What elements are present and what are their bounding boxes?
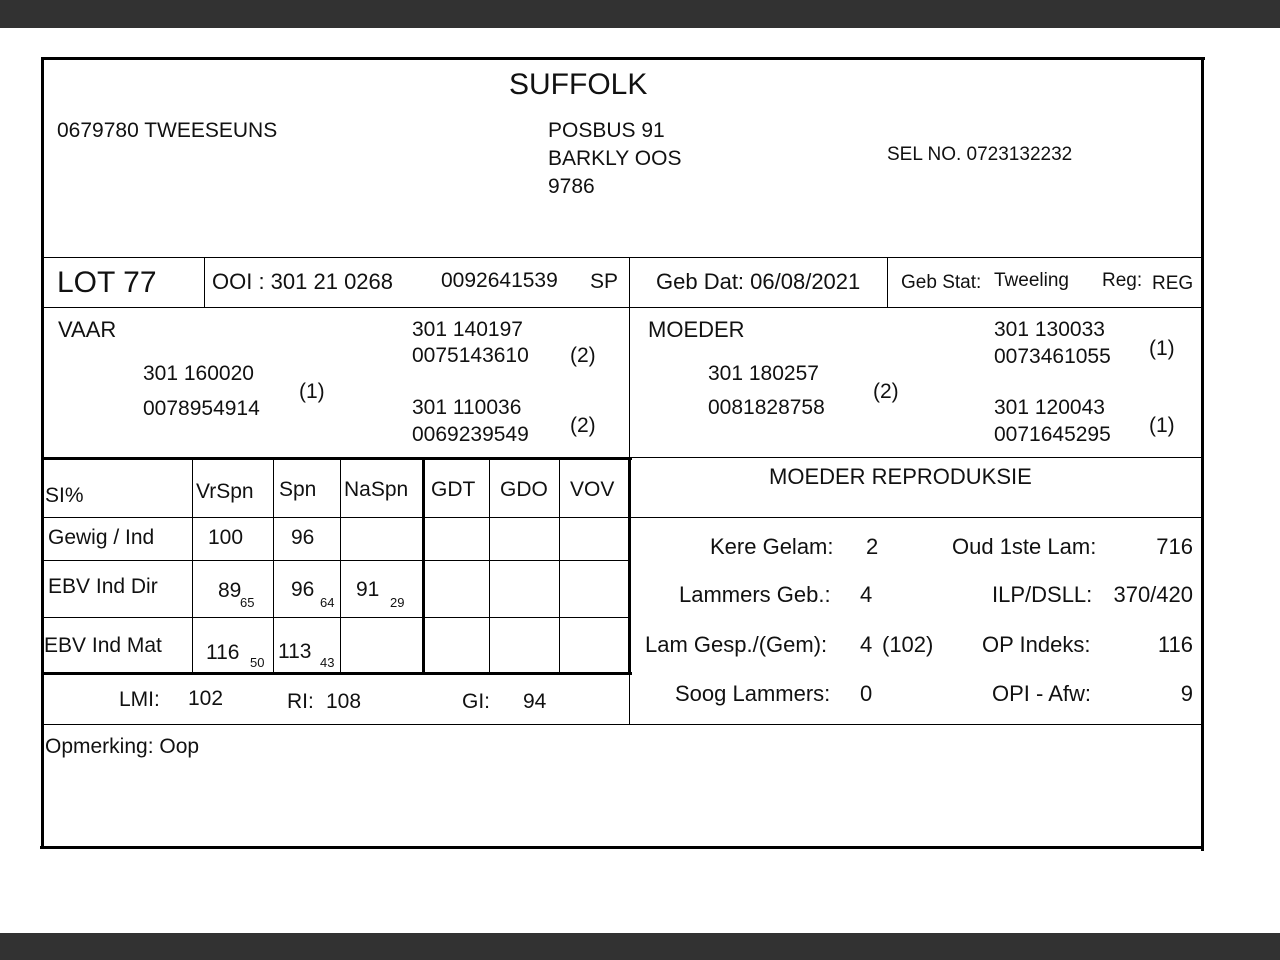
ri-value: 108 [326, 690, 362, 713]
sire-sire-code: 0075143610 [412, 344, 529, 367]
gi-value: 94 [523, 690, 547, 713]
soog-lammers-value: 0 [860, 681, 873, 706]
rule-repro-title [629, 517, 1202, 518]
ebv-mat-spn-acc: 43 [320, 655, 335, 670]
card-border-top [41, 57, 1205, 60]
gi-label: GI: [462, 690, 491, 713]
ebv-dir-vrspn-acc: 65 [240, 595, 255, 610]
ebv-dir-naspn: 91 [356, 578, 380, 601]
card-border-left [41, 57, 44, 849]
op-indeks-label: OP Indeks: [982, 632, 1091, 657]
ooi-code: 0092641539 [441, 269, 558, 292]
sire-sire-mark: (2) [570, 344, 596, 367]
ebv-dir-naspn-acc: 29 [390, 595, 405, 610]
col-header-naspn: NaSpn [344, 478, 409, 501]
sire-dam-code: 0069239549 [412, 423, 529, 446]
soog-lammers-label: Soog Lammers: [675, 681, 831, 706]
breeder-name: 0679780 TWEESEUNS [57, 119, 278, 142]
dam-dam-mark: (1) [1149, 414, 1175, 437]
sel-no: SEL NO. 0723132232 [887, 144, 1073, 165]
sire-mark: (1) [299, 380, 325, 403]
col-header-spn: Spn [279, 478, 317, 501]
sire-code: 0078954914 [143, 397, 260, 420]
op-indeks-value: 116 [1157, 632, 1193, 657]
ebv-dir-spn-acc: 64 [320, 595, 335, 610]
address-line-1: POSBUS 91 [548, 119, 665, 142]
dam-mark: (2) [873, 380, 899, 403]
card-border-right [1201, 57, 1204, 851]
ebv-dir-vrspn: 89 [218, 579, 242, 602]
rule-table-header [43, 517, 630, 518]
rule-lot-divider [204, 257, 205, 307]
rule-remarks [43, 724, 1202, 725]
sire-sire-id: 301 140197 [412, 318, 523, 341]
bottom-dark-bar [0, 933, 1280, 960]
oud-1ste-lam-label: Oud 1ste Lam: [952, 534, 1097, 559]
dam-sire-id: 301 130033 [994, 318, 1105, 341]
opi-afw-value: 9 [1180, 681, 1193, 706]
repro-title: MOEDER REPRODUKSIE [769, 464, 1032, 489]
rule-col-vov [628, 457, 631, 675]
address-line-2: BARKLY OOS [548, 147, 682, 170]
breed-title: SUFFOLK [509, 68, 648, 101]
ebv-mat-vrspn-acc: 50 [250, 655, 265, 670]
ooi-id: OOI : 301 21 0268 [212, 269, 394, 294]
lammers-geb-value: 4 [860, 582, 873, 607]
reg-value: REG [1152, 273, 1194, 294]
gewig-spn: 96 [291, 526, 315, 549]
address-line-3: 9786 [548, 175, 595, 198]
card-border-bottom [40, 846, 1202, 849]
oud-1ste-lam-value: 716 [1156, 534, 1193, 559]
rule-col-si [192, 459, 193, 675]
dam-label: MOEDER [648, 317, 745, 342]
rule-lot [43, 307, 1202, 308]
lam-gesp-label: Lam Gesp./(Gem): [645, 632, 828, 657]
rule-col-vrspn [273, 459, 274, 675]
remarks: Opmerking: Oop [45, 735, 200, 758]
col-header-gdo: GDO [500, 478, 548, 501]
sire-id: 301 160020 [143, 362, 254, 385]
col-header-si: SI% [45, 484, 84, 507]
rule-table-row2 [43, 617, 630, 618]
rule-pedigree-right [629, 457, 1202, 458]
sire-dam-mark: (2) [570, 414, 596, 437]
col-header-vrspn: VrSpn [196, 480, 254, 503]
reg-label: Reg: [1102, 270, 1143, 291]
rule-col-spn [340, 459, 341, 675]
dam-sire-code: 0073461055 [994, 345, 1111, 368]
row-label-ebv-mat: EBV Ind Mat [44, 634, 162, 657]
opi-afw-label: OPI - Afw: [992, 681, 1092, 706]
ooi-sp: SP [590, 270, 619, 293]
rule-table-top [43, 457, 632, 460]
ebv-dir-spn: 96 [291, 578, 315, 601]
rule-col-gdt [489, 459, 490, 675]
col-header-gdt: GDT [431, 478, 476, 501]
rule-col-naspn [422, 459, 425, 675]
birth-status-label: Geb Stat: [901, 272, 982, 293]
lammers-geb-label: Lammers Geb.: [679, 582, 831, 607]
rule-header [43, 257, 1202, 258]
kere-gelam-value: 2 [866, 534, 879, 559]
ebv-mat-vrspn: 116 [206, 641, 240, 664]
birth-status-value: Tweeling [994, 270, 1069, 291]
sire-label: VAAR [58, 317, 117, 342]
kere-gelam-label: Kere Gelam: [710, 534, 834, 559]
rule-table-bottom [43, 672, 632, 675]
sire-dam-id: 301 110036 [412, 396, 522, 419]
dam-dam-code: 0071645295 [994, 423, 1111, 446]
ri-label: RI: [287, 690, 314, 713]
lmi-label: LMI: [119, 688, 160, 711]
ilp-dsll-value: 370/420 [1113, 582, 1193, 607]
dam-sire-mark: (1) [1149, 337, 1175, 360]
rule-gebdat-divider [887, 257, 888, 307]
birth-date: Geb Dat: 06/08/2021 [656, 269, 861, 294]
lot-number: LOT 77 [57, 266, 157, 299]
col-header-vov: VOV [570, 478, 615, 501]
rule-col-gdo [559, 459, 560, 675]
rule-table-row1 [43, 560, 630, 561]
ilp-dsll-label: ILP/DSLL: [992, 582, 1093, 607]
row-label-gewig: Gewig / Ind [48, 526, 155, 549]
ebv-mat-spn: 113 [278, 640, 312, 663]
lam-gesp-extra: (102) [882, 632, 934, 657]
dam-id: 301 180257 [708, 362, 819, 385]
row-label-ebv-dir: EBV Ind Dir [48, 575, 158, 598]
lmi-value: 102 [188, 687, 224, 710]
dam-code: 0081828758 [708, 396, 825, 419]
gewig-vrspn: 100 [208, 526, 244, 549]
lam-gesp-value: 4 [860, 632, 873, 657]
top-dark-bar [0, 0, 1280, 28]
dam-dam-id: 301 120043 [994, 396, 1105, 419]
